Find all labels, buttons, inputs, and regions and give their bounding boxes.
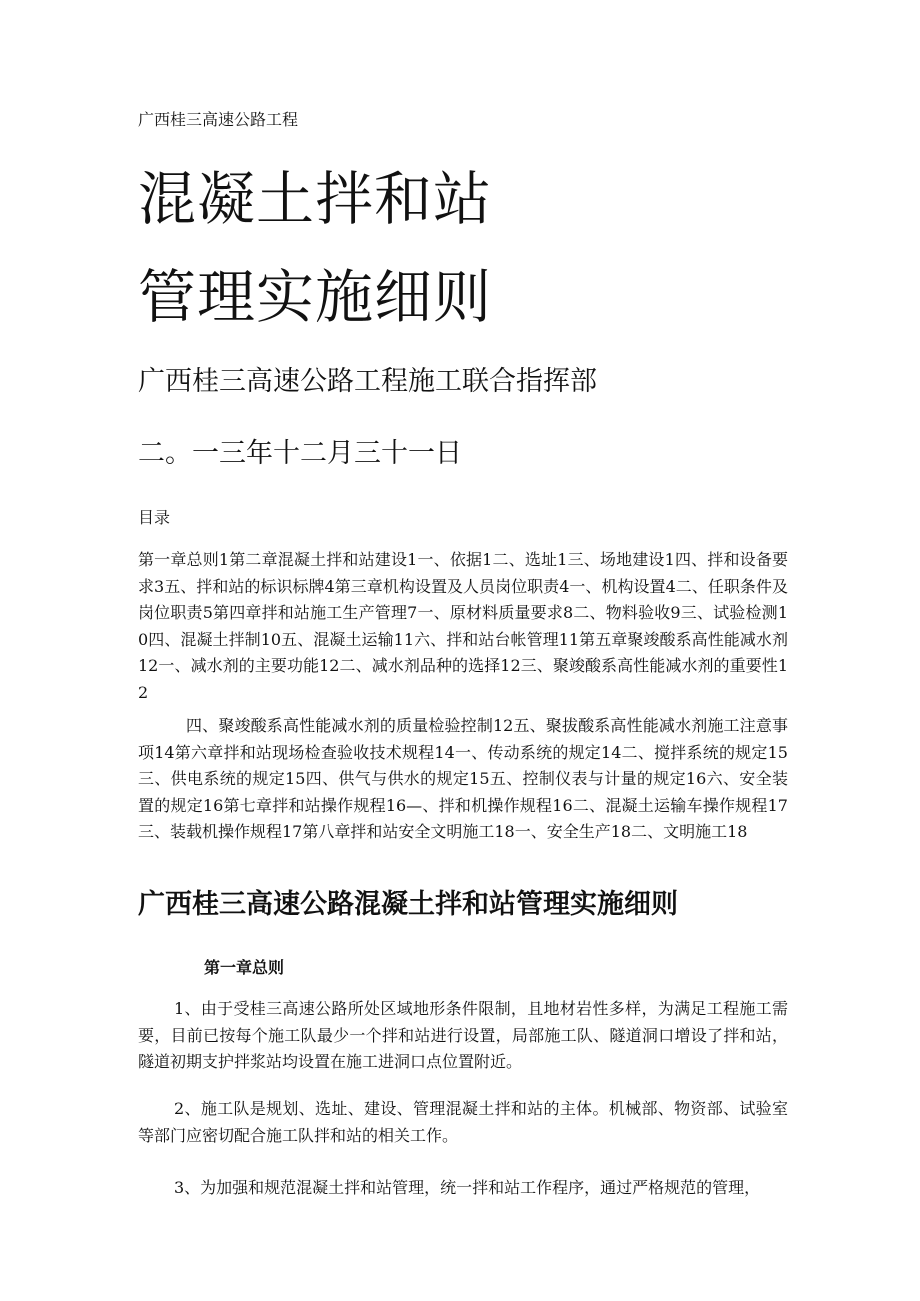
cover-title-line-2: 管理实施细则 (138, 263, 493, 331)
chapter-heading: 第一章总则 (204, 958, 285, 977)
document-title: 广西桂三高速公路混凝土拌和站管理实施细则 (138, 889, 678, 920)
toc-label: 目录 (138, 508, 171, 527)
document-date: 二。一三年十二月三十一日 (138, 438, 462, 469)
toc-paragraph: 第一章总则1第二章混凝土拌和站建设1一、依据1二、选址1三、场地建设1四、拌和设备要求3五、拌和站的标识标牌4第三章机构设置及人员岗位职责4一、机构设置4二、任职条件及岗位职责5第四章拌和站施工生产管理7一、原材料质量要求8二、物料验收9三、试验检测10四、混凝土拌制10五、混凝土运输11六、拌和站台帐管理11第五章聚竣酸系高性能减水剂12一、减水剂的主要功能12二、减水剂品种的选择12三、聚竣酸系高性能减水剂的重要性12 (138, 550, 788, 702)
toc-paragraph: 四、聚竣酸系高性能减水剂的质量检验控制12五、聚拔酸系高性能减水剂施工注意事项14第六章拌和站现场检查验收技术规程14一、传动系统的规定14二、搅拌系统的规定15三、供电系统的规定15四、供气与供水的规定15五、控制仪表与计量的规定16六、安全装置的规定16第七章拌和站操作规程16—、拌和机操作规程16二、混凝土运输车操作规程17三、装载机操作规程17第八章拌和站安全文明施工18一、安全生产18二、文明施工18 (138, 716, 788, 842)
body-paragraph: 1、由于受桂三高速公路所处区域地形条件限制，且地材岩性多样，为满足工程施工需要，目前已按每个施工队最少一个拌和站进行设置，局部施工队、隧道洞口增设了拌和站，隧道初期支护拌浆站均设置在施工进洞口点位置附近。 (138, 999, 788, 1072)
project-name-header: 广西桂三高速公路工程 (138, 110, 299, 129)
body-paragraph: 2、施工队是规划、选址、建设、管理混凝土拌和站的主体。机械部、物资部、试验室等部门应密切配合施工队拌和站的相关工作。 (138, 1099, 788, 1145)
body-paragraph: 3、为加强和规范混凝土拌和站管理，统一拌和站工作程序，通过严格规范的管理， (174, 1178, 761, 1197)
cover-title-line-1: 混凝土拌和站 (138, 165, 493, 233)
organization-name: 广西桂三高速公路工程施工联合指挥部 (138, 366, 597, 397)
